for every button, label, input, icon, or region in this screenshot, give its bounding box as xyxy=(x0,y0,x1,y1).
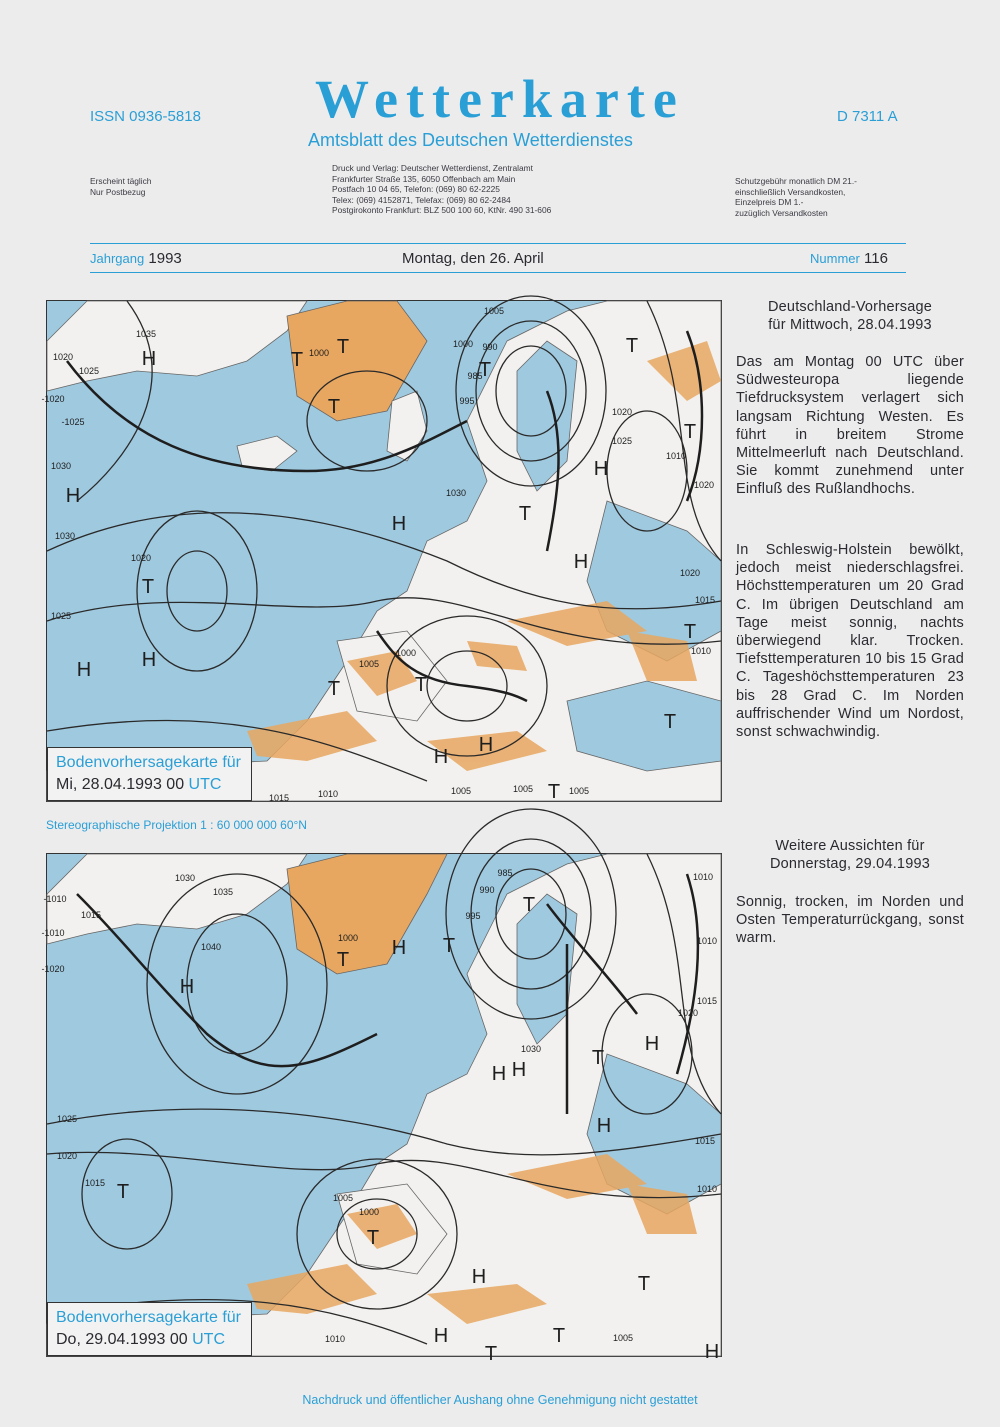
isobar-label: 1025 xyxy=(56,1114,78,1124)
isobar-label: 1030 xyxy=(50,461,72,471)
isobar-label: 990 xyxy=(482,342,498,352)
fee-line: zuzüglich Versandkosten xyxy=(735,207,828,218)
forecast-heading-line2: für Mittwoch, 28.04.1993 xyxy=(768,317,932,334)
isobar-label: 1000 xyxy=(452,339,474,349)
publication-subtitle: Amtsblatt des Deutschen Wetterdienstes xyxy=(308,130,633,150)
isobar-label: 990 xyxy=(479,885,495,895)
volume xyxy=(90,250,182,267)
map-caption-date: Mi, 28.04.1993 00 xyxy=(56,776,185,793)
isobar-label: -1010 xyxy=(43,894,67,904)
isobar-label: 1005 xyxy=(612,1333,634,1343)
publication-title: Wetterkarte xyxy=(315,69,685,129)
reprint-notice: Nachdruck und öffentlicher Aushang ohne Genehmigung nicht gestattet xyxy=(302,1393,698,1407)
fee-line: Schutzgebühr monatlich DM 21.- xyxy=(735,176,857,186)
low-pressure-center: T xyxy=(552,1325,566,1347)
high-pressure-center: H xyxy=(433,1325,449,1347)
low-pressure-center: T xyxy=(547,781,561,803)
outlook-heading-line1: Weitere Aussichten für xyxy=(775,838,925,854)
isobar-label: 1035 xyxy=(212,887,234,897)
isobar-label: 1015 xyxy=(694,1136,716,1146)
outlook-heading xyxy=(736,837,964,873)
high-pressure-center: H xyxy=(179,976,195,998)
isobar-label: 1025 xyxy=(611,436,633,446)
isobar-label: 1010 xyxy=(317,789,339,799)
forecast-heading-line1: Deutschland-Vorhersage xyxy=(768,299,932,315)
publisher-line: Postgirokonto Frankfurt: BLZ 500 100 60, KtNr. 490 31-606 xyxy=(332,205,552,215)
forecast-map-thursday xyxy=(41,853,722,1365)
low-pressure-center: T xyxy=(683,421,697,443)
high-pressure-center: H xyxy=(491,1063,507,1085)
high-pressure-center: H xyxy=(141,348,157,370)
map-caption xyxy=(47,1302,252,1356)
low-pressure-center: T xyxy=(637,1273,651,1295)
land-layer xyxy=(47,854,721,1356)
high-pressure-center: H xyxy=(644,1033,660,1055)
isobar-label: 1020 xyxy=(56,1151,78,1161)
publisher-line: Telex: (069) 4152871, Telefax: (069) 80 62-2484 xyxy=(332,194,511,205)
publisher-line: Druck und Verlag: Deutscher Wetterdienst, Zentralamt xyxy=(332,163,533,173)
high-pressure-center: H xyxy=(433,746,449,768)
volume-value: 1993 xyxy=(148,250,182,267)
map-caption-utc: UTC xyxy=(192,1331,226,1348)
volume-label: Jahrgang xyxy=(90,251,145,266)
isobar-label: 1005 xyxy=(483,306,505,316)
high-pressure-center: H xyxy=(593,458,609,480)
high-pressure-center: H xyxy=(478,734,494,756)
low-pressure-center: T xyxy=(442,935,456,957)
high-pressure-center: H xyxy=(573,551,589,573)
weather-map-chart xyxy=(41,854,721,1365)
land-layer xyxy=(47,301,721,801)
isobar-label: 1035 xyxy=(135,329,157,339)
low-pressure-center: T xyxy=(327,396,341,418)
low-pressure-center: T xyxy=(683,621,697,643)
low-pressure-center: T xyxy=(336,949,350,971)
isobar-label: 1025 xyxy=(78,366,100,376)
outlook-text: Sonnig, trocken, im Norden und Osten Temperaturrückgang, sonst warm. xyxy=(736,894,964,947)
low-pressure-center: T xyxy=(116,1181,130,1203)
issue-date: Montag, den 26. April xyxy=(402,250,544,267)
isobar-label: 1030 xyxy=(445,488,467,498)
forecast-heading xyxy=(736,298,964,334)
forecast-paragraph-1: Das am Montag 00 UTC über Südwesteuropa liegende Tiefdrucksystem verlagert sich langsam Richtung Westen. Es führt in breitem Strome Mittelmeerluft nach Deutschland. Sie kommt zunehmend unter Einfluß des Rußlandhochs. xyxy=(736,354,964,498)
map-caption-line1: Bodenvorhersagekarte für xyxy=(56,1309,241,1326)
isobar-label: -1020 xyxy=(41,394,65,404)
publication-note xyxy=(90,176,151,197)
high-pressure-center: H xyxy=(391,937,407,959)
low-pressure-center: T xyxy=(327,678,341,700)
isobar-label: 1030 xyxy=(54,531,76,541)
isobar-label: 1040 xyxy=(200,942,222,952)
weather-map-chart xyxy=(41,301,721,803)
isobar-label: 1010 xyxy=(690,646,712,656)
low-pressure-center: T xyxy=(290,349,304,371)
low-pressure-center: T xyxy=(336,336,350,358)
low-pressure-center: T xyxy=(414,674,428,696)
high-pressure-center: H xyxy=(596,1115,612,1137)
isobar-label: 985 xyxy=(497,868,513,878)
isobar-label: 1010 xyxy=(692,872,714,882)
isobar-label: 995 xyxy=(465,911,481,921)
low-pressure-center: T xyxy=(141,576,155,598)
isobar-label: 1015 xyxy=(268,793,290,803)
isobar-label: 1005 xyxy=(358,659,380,669)
isobar-label: 1000 xyxy=(337,933,359,943)
isobar-label: 1000 xyxy=(395,648,417,658)
isobar-label: 1020 xyxy=(52,352,74,362)
high-pressure-center: H xyxy=(391,513,407,535)
fee-info xyxy=(735,176,857,218)
publisher-line: Postfach 10 04 65, Telefon: (069) 80 62-2225 xyxy=(332,184,500,194)
map-caption-utc: UTC xyxy=(188,776,222,793)
map-caption-line2 xyxy=(56,1329,241,1351)
isobar-label: 1015 xyxy=(84,1178,106,1188)
low-pressure-center: T xyxy=(663,711,677,733)
isobar-label: 1030 xyxy=(174,873,196,883)
header-rule-top xyxy=(90,243,906,244)
isobar-label: 1015 xyxy=(696,996,718,1006)
isobar-label: 1020 xyxy=(677,1008,699,1018)
low-pressure-center: T xyxy=(478,359,492,381)
isobar-label: -1025 xyxy=(61,417,85,427)
high-pressure-center: H xyxy=(704,1341,720,1363)
forecast-map-wednesday xyxy=(41,300,722,803)
issue-number-label: Nummer xyxy=(810,251,860,266)
forecast-paragraph-2: In Schleswig-Holstein bewölkt, jedoch meist niederschlagsfrei. Höchsttemperaturen um 20 Grad C. Im übrigen Deutschland am Tage meist sonnig, nachts überwiegend klar. Trocken. Tiefsttemperaturen 10 bis 15 Grad C. Tageshöchsttemperaturen 23 bis 28 Grad C. Im Norden auffrischender Wind um Nordost, sonst schwachwindig. xyxy=(736,542,964,741)
low-pressure-center: T xyxy=(518,503,532,525)
isobar-label: 1015 xyxy=(694,595,716,605)
isobar-label: -1010 xyxy=(41,928,65,938)
isobar-label: 1005 xyxy=(512,784,534,794)
high-pressure-center: H xyxy=(65,485,81,507)
header-rule-bottom xyxy=(90,272,906,273)
map-caption xyxy=(47,747,252,801)
isobar-label: 1010 xyxy=(696,936,718,946)
isobar-label: 1000 xyxy=(308,348,330,358)
postal-code: D 7311 A xyxy=(837,108,898,125)
low-pressure-center: T xyxy=(522,894,536,916)
isobar-label: 1000 xyxy=(358,1207,380,1217)
fee-line: Einzelpreis DM 1.- xyxy=(735,197,804,207)
isobar-label: 1020 xyxy=(693,480,715,490)
isobar-label: 1030 xyxy=(520,1044,542,1054)
isobar-label: 1010 xyxy=(324,1334,346,1344)
map-caption-line2 xyxy=(56,774,241,796)
high-pressure-center: H xyxy=(76,659,92,681)
outlook-heading-line2: Donnerstag, 29.04.1993 xyxy=(770,856,930,873)
issn: ISSN 0936-5818 xyxy=(90,108,201,125)
high-pressure-center: H xyxy=(471,1266,487,1288)
high-pressure-center: H xyxy=(141,649,157,671)
isobar-label: 1005 xyxy=(332,1193,354,1203)
note-line: Erscheint täglich xyxy=(90,176,152,186)
publisher-info xyxy=(332,163,551,216)
map-caption-line1: Bodenvorhersagekarte für xyxy=(56,754,241,771)
issue-number-value: 116 xyxy=(864,250,888,267)
isobar-label: 1020 xyxy=(611,407,633,417)
isobar-label: 985 xyxy=(467,371,483,381)
isobar-label: 1015 xyxy=(80,910,102,920)
isobar-label: 1010 xyxy=(696,1184,718,1194)
isobar-label: -1020 xyxy=(41,964,65,974)
isobar-label: 1005 xyxy=(568,786,590,796)
high-pressure-center: H xyxy=(511,1059,527,1081)
isobar-label: 1020 xyxy=(130,553,152,563)
projection-note: Stereographische Projektion 1 : 60 000 000 60°N xyxy=(46,818,307,832)
isobar-label: 1025 xyxy=(50,611,72,621)
publisher-line: Frankfurter Straße 135, 6050 Offenbach am Main xyxy=(332,173,516,184)
isobar-label: 995 xyxy=(459,396,475,406)
isobar-label: 1005 xyxy=(450,786,472,796)
low-pressure-center: T xyxy=(366,1227,380,1249)
low-pressure-center: T xyxy=(591,1047,605,1069)
fee-line: einschließlich Versandkosten, xyxy=(735,186,846,197)
low-pressure-center: T xyxy=(484,1343,498,1365)
note-line: Nur Postbezug xyxy=(90,186,146,197)
issue-number xyxy=(810,250,888,267)
low-pressure-center: T xyxy=(625,335,639,357)
map-caption-date: Do, 29.04.1993 00 xyxy=(56,1331,188,1348)
isobar-label: 1020 xyxy=(679,568,701,578)
isobar-label: 1010 xyxy=(665,451,687,461)
